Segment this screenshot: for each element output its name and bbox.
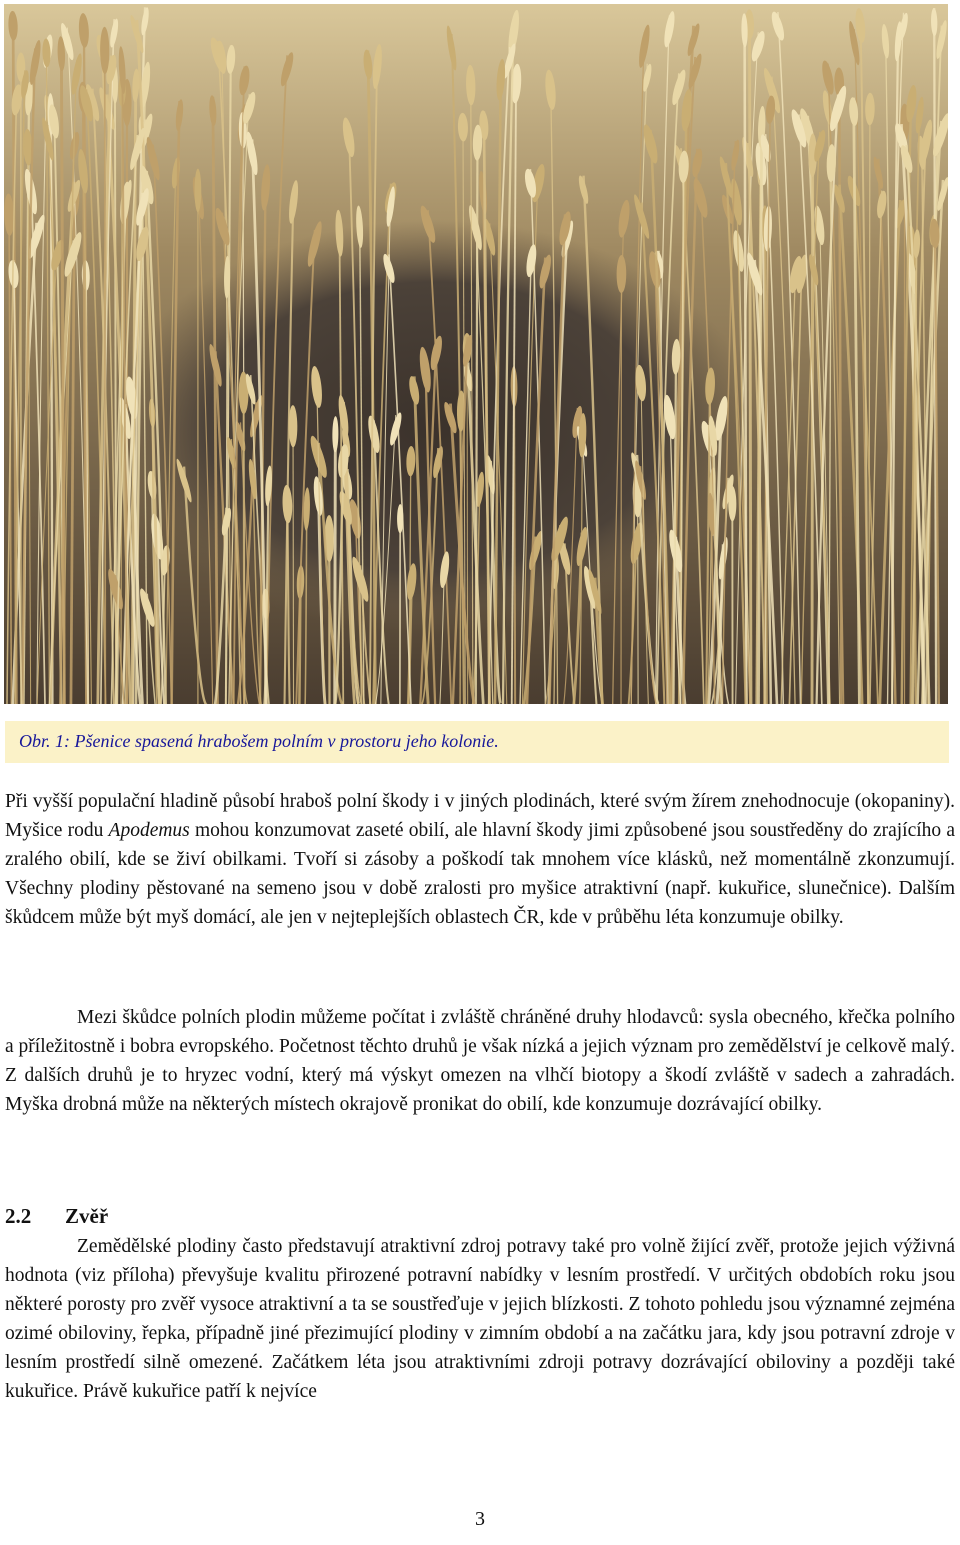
section-heading	[5, 1204, 108, 1229]
genus-name: Apodemus	[108, 820, 190, 841]
paragraph-text: Při vyšší populační hladině působí hraboš polní škody i v jiných plodinách, které svým žírem znehodnocuje (okopaniny). Myšice rodu	[5, 791, 955, 841]
wheat-field-photo	[4, 4, 948, 704]
paragraph-game: Zemědělské plodiny často představují atraktivní zdroj potravy také pro volně žijící zvěř, protože jejich výživná hodnota (viz příloha) převyšuje kvalitu přirozené potravní nabídky v lesním prostředí. V určitých obdobích roku jsou některé porosty pro zvěř vysoce atraktivní a ta se soustřeďuje v jejich blízkosti. Z tohoto pohledu jsou významné zejména ozimé obiloviny, řepka, případně jiné přezimující plodiny v zimním období a na začátku jara, kdy jsou potravní zdroje v lesním prostředí silně omezené. Začátkem léta jsou atraktivními zdroji potravy dozrávající obiloviny a později také kukuřice. Právě kukuřice patří k nejvíce	[5, 1236, 955, 1402]
section-title: Zvěř	[65, 1204, 109, 1228]
paragraph-text: mohou konzumovat zaseté obilí, ale hlavní škody jimi způsobené jsou soustředěny do zrajícího a zralého obilí, kde se živí obilkami. Tvoří si zásoby a poškodí tak mnohem více klásků, než momentálně zkonzumují. Všechny plodiny pěstované na semeno jsou v době zralosti pro myšice atraktivní (např. kukuřice, slunečnice). Dalším škůdcem může být myš domácí, ale jen v nejteplejších oblastech ČR, kde v průběhu léta konzumuje obilky.	[5, 820, 956, 928]
wheat-stalk	[105, 36, 106, 704]
page-number: 3	[475, 1508, 485, 1530]
paragraph-protected-species: Mezi škůdce polních plodin můžeme počítat i zvláště chráněné druhy hlodavců: sysla obecného, křečka polního a příležitostně i bobra evropského. Početnost těchto druhů je však nízká a jejich význam pro zemědělství je celkově malý. Z dalších druhů je to hryzec vodní, který má výskyt omezen na vlhčí biotopy a škodí zvláště v sadech a zahradách. Myška drobná může na některých místech okrajově pronikat do obilí, kde konzumuje dozrávající obilky.	[5, 1007, 955, 1115]
wheat-stalk	[749, 10, 750, 704]
wheat-stalk	[244, 379, 245, 704]
paragraph-rodents	[5, 787, 955, 932]
wheat-ear	[195, 169, 202, 213]
wheat-stalk	[293, 412, 294, 704]
section-number: 2.2	[5, 1204, 32, 1228]
figure-caption: Obr. 1: Pšenice spasená hrabošem polním v prostoru jeho kolonie.	[5, 721, 949, 763]
wheat-field-illustration	[4, 4, 948, 704]
